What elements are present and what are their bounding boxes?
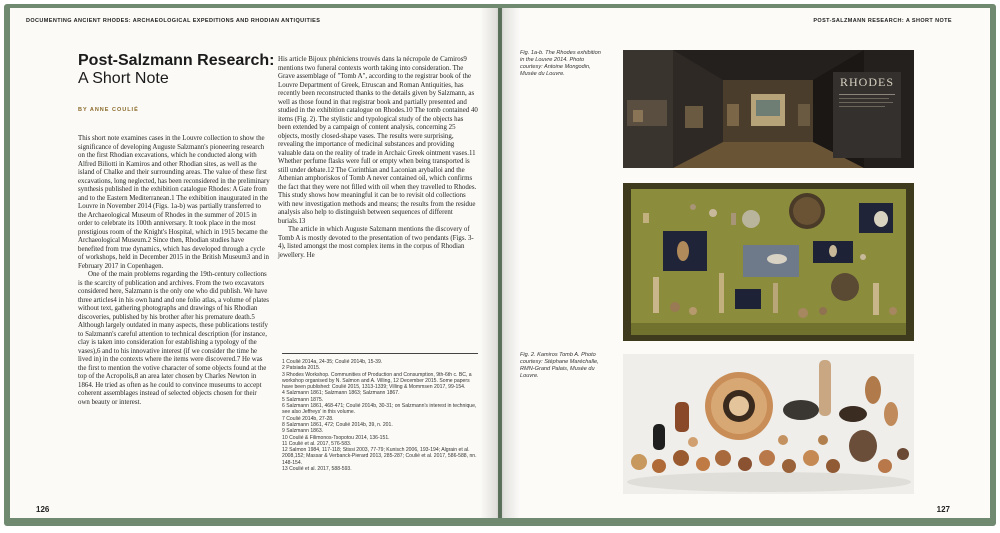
footnote: 12 Salmon 1984, 117-118; Stissi 2003, 77-79; Kunisch 2006, 193-194; Algrain et al. 2008,152; Massar & Verbanck-Pierard 2013, 285-287; Coulié et al. 2017, 586-588, nn. 148-154. bbox=[282, 447, 477, 466]
footnote: 8 Salzmann 1861, 472; Coulié 2014b, 39, n. 201. bbox=[282, 421, 393, 428]
footnote: 1 Coulié 2014a, 24-35; Coulié 2014b, 15-39. bbox=[282, 359, 383, 365]
footnotes bbox=[282, 359, 478, 472]
footnote: 5 Salzmann 1875. bbox=[282, 396, 324, 403]
paragraph-3: His article Bijoux phéniciens trouvés dans la nécropole de Camiros9 mentions two funeral contexts worth taking into consideration. The Grave assemblage of "Tomb A", according to the registrar book of the Louvre Department of Greek, Etruscan and Roman Antiquities, has recently been reconstructed thanks to the details given by Salzmann, as well as those found in that registrar book and partially presented and studied in the exhibition catalogue on Rhodes.10 The tomb contained 40 items (Fig. 2). The stylistic and typological study of the objects has been extended by a campaign of content analysis, concerning 25 objects, mostly closed-shape vases. The results were surprising, revealing the importance of medicinal substances and providing valuable data on the reality of trade in Archaic Greek ointment vases.11 Whether perfume flasks were full or empty when being transported is still under debate.12 The Corinthian and Laconian aryballoi and the Athenian amphoriskos of Tomb A never contained oil, which confirms the fact that they were not filled with oil when they travelled to Rhodes. This study shows how meaningful it can be to revisit old collections with new investigation methods and means; the results from the residue analysis also help to distinguish between sequences of different burials.13 bbox=[278, 56, 478, 225]
footnote-divider bbox=[282, 353, 478, 354]
footnote: 3 Rhodes Workshop. Communities of Production and Consumption, 9th-6th c. BC, a workshop organised by N. Salmon and A. Villing, 12 December 2015. Some papers have been published: Coulié 2015, 1313-1339; Villing & Mommsen 2017, 99-154. bbox=[282, 371, 472, 391]
figure-2-caption: Fig. 2. Kamiros Tomb A. Photo courtesy: Stéphane Maréchalle, RMN-Grand Palais, Musée du Louvre. bbox=[520, 352, 599, 379]
footnote: 4 Salzmann 1861; Salzmann 1863; Salzmann 1867. bbox=[282, 390, 400, 397]
article-author: BY ANNE COULIÉ bbox=[78, 107, 139, 113]
page-number-right: 127 bbox=[936, 505, 950, 514]
figure-2-photo bbox=[623, 354, 914, 494]
body-column-2 bbox=[278, 56, 478, 260]
exhibition-sign-text: RHODES bbox=[839, 75, 895, 89]
tomb-a-objects-image bbox=[623, 354, 914, 494]
figure-1b-photo bbox=[623, 183, 914, 341]
running-header-left: DOCUMENTING ANCIENT RHODES: ARCHAEOLOGICAL EXPEDITIONS AND RHODIAN ANTIQUITIES bbox=[26, 18, 321, 24]
figure-1-caption: Fig. 1a-b. The Rhodes exhibition in the Louvre 2014. Photo courtesy: Antoine Mongodin, Musée du Louvre. bbox=[520, 50, 601, 77]
figure-1a-photo bbox=[623, 50, 914, 168]
footnote: 10 Coulié & Filimonos-Tsopotou 2014, 136-151. bbox=[282, 434, 390, 441]
right-page bbox=[502, 8, 990, 518]
footnote: 2 Patsiada 2015. bbox=[282, 365, 321, 372]
paragraph-2: One of the main problems regarding the 19th-century collections is the scarcity of publication and archives. From the two excavators considered here, Salzmann is the only one who did publish. We have three articles4 in his own hand and one folio atlas, a volume of plates without text, gathering photographs and drawings of his Rhodian discoveries, published by his brother after his premature death.5 Although largely outdated in many aspects, these publications testify to Salzmann's careful attention to technical description (for instance, clay is taken into consideration for establishing a typology of the vases),6 and to his innovative interest (if we consider the time he lived in) in the contexts where the items were discovered.7 He was the first to mention the votive character of some objects found at the top of the Acropolis,8 an area later chosen by Charles Newton in 1864. He tried as often as he could to convince museums to accept coherent assemblages instead of selected objects chosen for their own beauty or interest. bbox=[78, 271, 269, 406]
display-case-image bbox=[623, 183, 914, 341]
footnote: 9 Salzmann 1863. bbox=[282, 428, 324, 435]
footnote: 6 Salzmann 1861, 468-471; Coulié 2014b, 30-31; on Salzmann's interest in technique, see also Jeffreys' in this volume. bbox=[282, 403, 477, 416]
footnote: 7 Coulié 2014b, 27-28. bbox=[282, 415, 334, 422]
footnote: 11 Coulié et al. 2017, 576-583. bbox=[282, 440, 352, 447]
paragraph-1: This short note examines cases in the Louvre collection to show the significance of developing Auguste Salzmann's pioneering research on the first Rhodian excavations, which he conducted along with Alfred Biliotti in Kamiros and other Rhodian sites, as well as the island of Chalke and their surrounding areas. The value of these first excavations, long neglected, has been reconsidered in the preliminary synthesis published in the exhibition catalogue Rhodes: A Gate from and to the Eastern Mediterranean.1 The exhibition inaugurated in the Louvre in November 2014 (Figs. 1a-b) was partially transferred to the Archaeological Museum of Rhodes in the summer of 2015 in order to celebrate its 100th anniversary. It took place in the most prestigious room of the Knight's Hospital, which in 1915 became the Archaeological Museum.2 Since then, Rhodian studies have benefited from true dynamics, which has developed through a cycle of workshops, held in December 2015 in the British Museum3 and in February 2017 in Copenhagen. bbox=[78, 135, 270, 270]
left-page bbox=[10, 8, 498, 518]
article-subtitle: A Short Note bbox=[78, 70, 169, 87]
footnote: 13 Coulié et al. 2017, 588-593. bbox=[282, 466, 352, 473]
page-number-left: 126 bbox=[36, 505, 50, 514]
article-title: Post-Salzmann Research: bbox=[78, 52, 275, 69]
exhibition-gallery-image bbox=[623, 50, 914, 168]
book-gutter-shadow bbox=[480, 8, 520, 518]
running-header-right: POST-SALZMANN RESEARCH: A SHORT NOTE bbox=[813, 18, 952, 24]
paragraph-4: The article in which Auguste Salzmann mentions the discovery of Tomb A is mostly devoted to the presentation of two pendants (Figs. 3-4), listed amongst the most complex items in the corpus of Rhodian jewellery. He bbox=[278, 226, 474, 259]
body-column-1 bbox=[78, 135, 270, 407]
